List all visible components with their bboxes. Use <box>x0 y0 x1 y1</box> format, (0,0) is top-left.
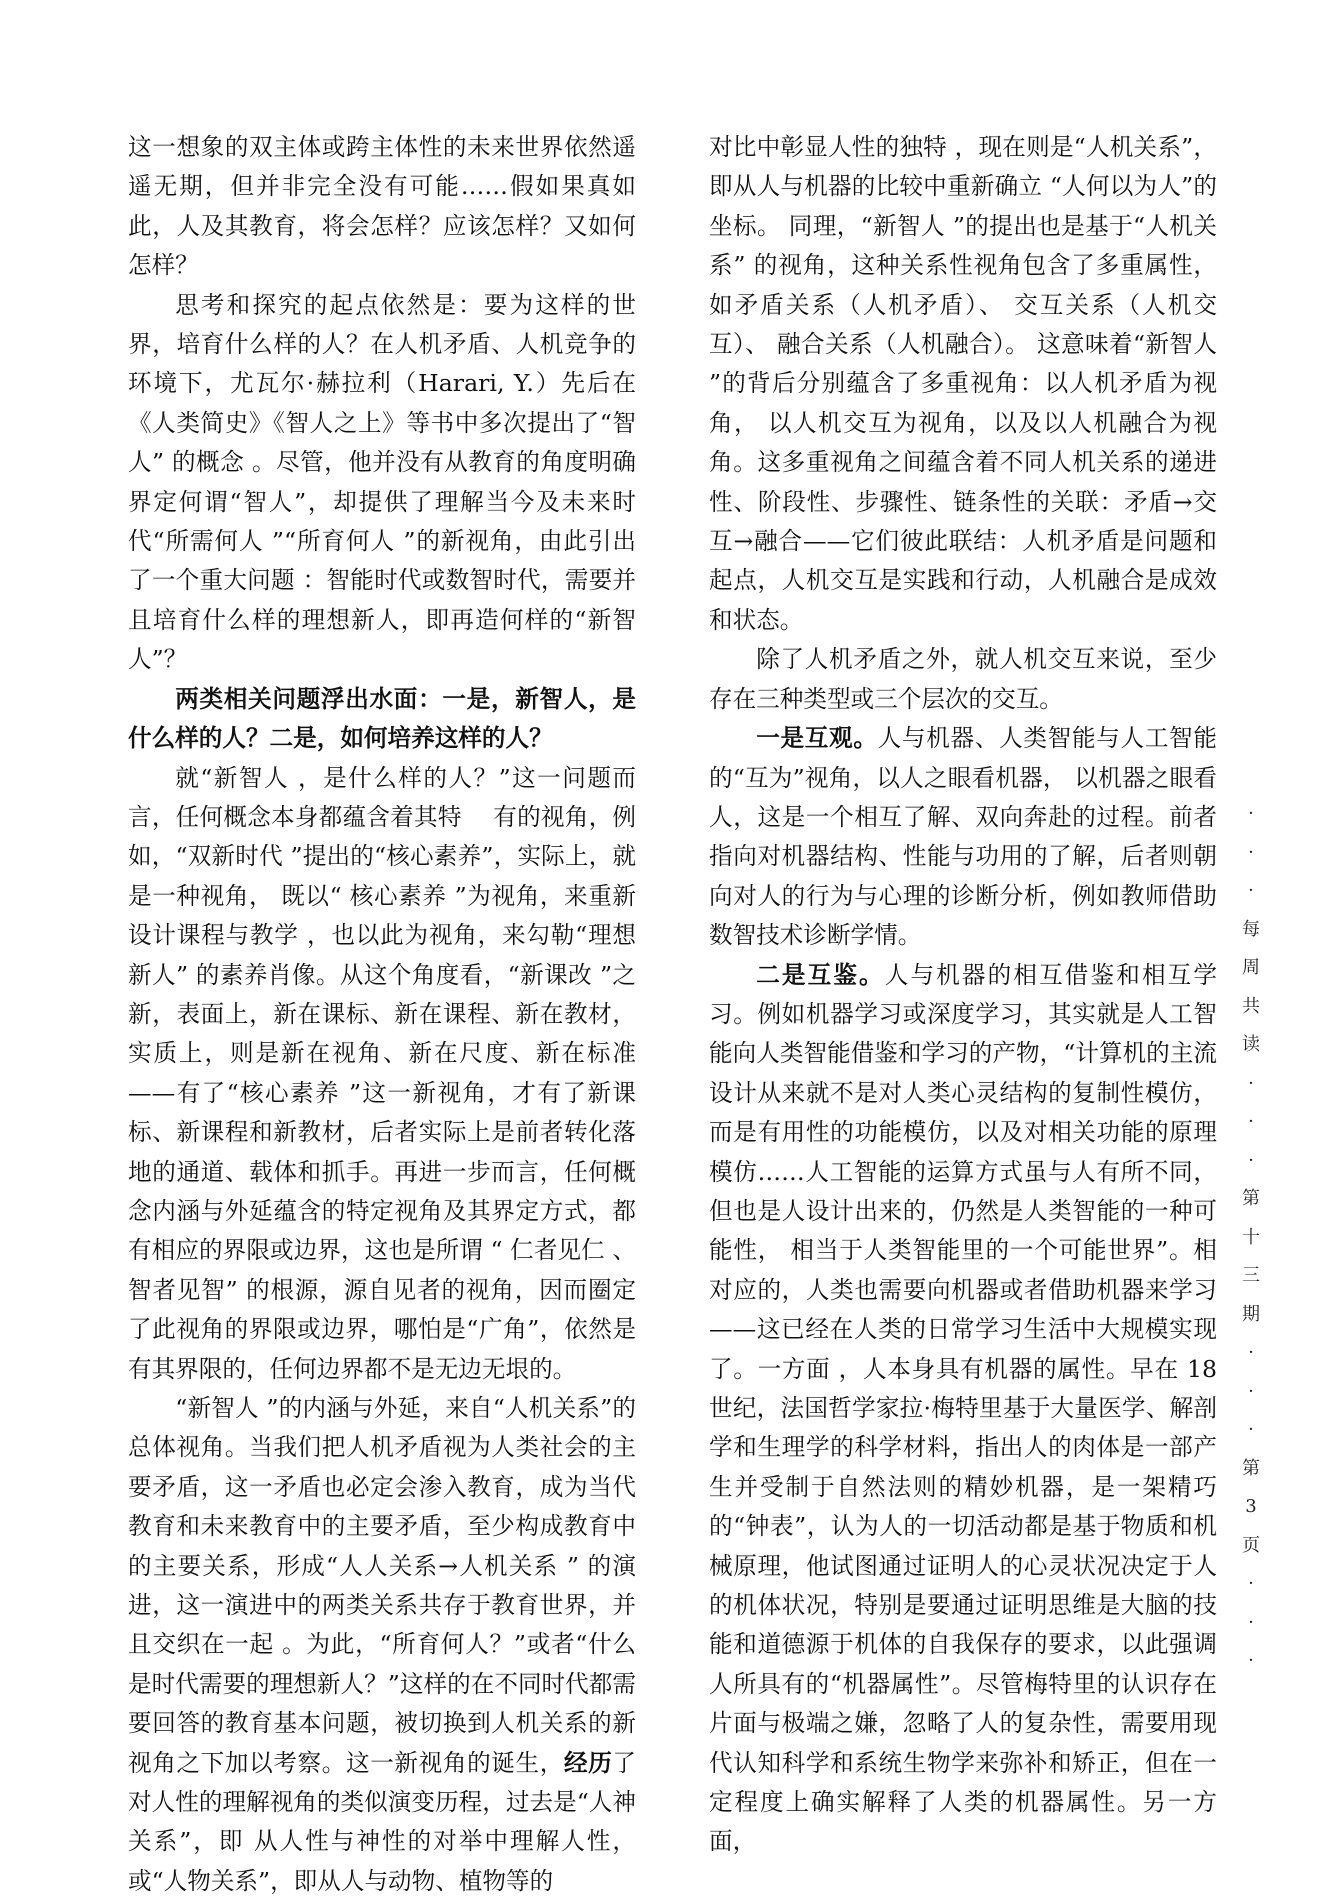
label-char: 第 <box>1242 1457 1260 1479</box>
label-char: 周 <box>1242 957 1260 978</box>
paragraph: 就“新智人 ，是什么样的人？”这一问题而言，任何概念本身都蕴含着其特 有的视角，例如，“双新时代 ”提出的“核心素养”，实际上，就是一种视角， 既以“ 核心素养 ”为视角，来重新设计课程与教学 ，也以此为视角，来勾勒“理想新人” 的素养肖像。从这个角度看，“新课改 ”之新，表面上，新在课标、新在课程、新在教材，实质上，则是新在视角、新在尺度、新在标准——有了“核心素养 ”这一新视角，才有了新课标、新课程和新教材，后者实际上是前者转化落地的通道、载体和抓手。再进一步而言，任何概念内涵与外延蕴含的特定视角及其界定方式，都有相应的界限或边界，这也是所谓 “ 仁者见仁 、智者见智” 的根源，源自见者的视角，因而圈定了此视角的界限或边界，哪怕是“广角”，依然是有其界限的，任何边界都不是无边无垠的。 <box>128 763 636 1383</box>
dot: · <box>1248 1149 1254 1171</box>
bold-lead: 一是互观。 <box>756 724 878 753</box>
dot: · <box>1248 1650 1254 1671</box>
label-char: 每 <box>1242 918 1260 940</box>
dot: · <box>1248 1611 1254 1633</box>
paragraph <box>709 956 1217 1862</box>
right-text-column <box>709 128 1217 1862</box>
label-char: 三 <box>1242 1265 1260 1286</box>
paragraph <box>709 719 1217 955</box>
label-char: 读 <box>1242 1034 1260 1055</box>
paragraph: 这一想象的双主体或跨主体性的未来世界依然遥遥无期，但并非完全没有可能……假如果真如此，人及其教育，将会怎样？应该怎样？又如何怎样？ <box>128 133 636 280</box>
dot: · <box>1248 1111 1254 1132</box>
label-char: 共 <box>1242 995 1260 1017</box>
left-text-column <box>128 128 636 1901</box>
dot: · <box>1248 1380 1254 1402</box>
dot: · <box>1248 1419 1254 1440</box>
paragraph: 对比中彰显人性的独特 ，现在则是“人机关系”，即从人与机器的比较中重新确立 “人何以为人”的坐标。 同理，“新智人 ”的提出也是基于“人机关系” 的视角，这种关系性视角包含了多重属性，如矛盾关系（人机矛盾）、 交互关系（人机交互）、 融合关系（人机融合）。 这意味着“新智人 ”的背后分别蕴含了多重视角：以人机矛盾为视角， 以人机交互为视角，以及以人机融合为视角。这多重视角之间蕴含着不同人机关系的递进性、阶段性、步骤性、链条性的关联：矛盾→交互→融合——它们彼此联结：人机矛盾是问题和起点，人机交互是实践和行动，人机融合是成效和状态。 <box>709 133 1217 634</box>
text-run: 人与机器的相互借鉴和相互学习。例如机器学习或深度学习，其实就是人工智能向人类智能借鉴和学习的产物，“计算机的主流设计从来就不是对人类心灵结构的复制性模仿，而是有用性的功能模仿，以及对相关功能的原理模仿……人工智能的运算方式虽与人有所不同，但也是人设计出来的，仍然是人类智能的一种可能性， 相当于人类智能里的一个可能世界”。相对应的，人类也需要向机器或者借助机器来学习——这已经在人类的日常学习生活中大规模实现了。一方面 ，人本身具有机器的属性。早在 18 世纪，法国哲学家拉·梅特里基于大量医学、解剖学和生理学的科学材料，指出人的肉体是一部产生并受制于自然法则的精妙机器，是一架精巧的“钟表”，认为人的一切活动都是基于物质和机械原理，他试图通过证明人的心灵状况决定于人的机体状况，特别是要通过证明思维是大脑的技能和道德源于机体的自我保存的要求，以此强调人所具有的“机器属性”。尽管梅特里的认识存在片面与极端之嫌，忽略了人的复杂性，需要用现代认知科学和系统生物学来弥补和矫正，但在一定程度上确实解释了人类的机器属性。另一方面， <box>709 960 1217 1856</box>
vertical-issue-label <box>1237 795 1265 1681</box>
paragraph: 思考和探究的起点依然是：要为这样的世界，培育什么样的人？在人机矛盾、人机竞争的环境下，尤瓦尔·赫拉利（Harari, Y.）先后在《人类简史》《智人之上》等书中多次提出了“智人” 的概念 。尽管，他并没有从教育的角度明确界定何谓“智人”，却提供了理解当今及未来时代“所需何人 ”“所育何人 ”的新视角，由此引出了一个重大问题 ：智能时代或数智时代，需要并且培育什么样的理想新人，即再造何样的“新智人”？ <box>128 290 636 674</box>
text-run: 了对人性的理解视角的类似演变历程，过去是“人神关系”，即 从人性与神性的对举中理解人性，或“人物关系”，即从人与动物、植物等的 <box>128 1748 637 1895</box>
text-run: “新智人 ”的内涵与外延，来自“人机关系”的总体视角。当我们把人机矛盾视为人类社会的主要矛盾，这一矛盾也必定会渗入教育，成为当代教育和未来教育中的主要矛盾，至少构成教育中的主要关系，形成“人人关系→人机关系 ” 的演进，这一演进中的两类关系共存于教育世界，并且交织在一起 。为此，“所育何人？”或者“什么是时代需要的理想新人？”这样的在不同时代都需要回答的教育基本问题，被切换到人机关系的新视角之下加以考察。这一新视角的诞生， <box>128 1394 636 1777</box>
bold-question-paragraph <box>128 680 636 759</box>
dot: · <box>1248 1072 1254 1094</box>
paragraph: 除了人机矛盾之外，就人机交互来说，至少存在三种类型或三个层次的交互。 <box>709 645 1217 713</box>
dot: · <box>1248 880 1254 901</box>
label-char: 第 <box>1242 1188 1260 1209</box>
dot: · <box>1248 1573 1254 1594</box>
bold-text: 经历 <box>563 1748 613 1777</box>
page-number: 3 <box>1245 1496 1257 1517</box>
label-char: 页 <box>1242 1534 1260 1556</box>
dot: · <box>1248 803 1254 824</box>
bold-text: 两类相关问题浮出水面：一是，新智人，是什么样的人？二是，如何培养这样的人？ <box>128 684 636 753</box>
bold-lead: 二是互鉴。 <box>756 960 885 989</box>
text-run: 人与机器、人类智能与人工智能的“互为”视角，以人之眼看机器， 以机器之眼看人，这是一个相互了解、双向奔赴的过程。前者指向对机器结构、性能与功用的了解，后者则朝向对人的行为与心理的诊断分析，例如教师借助数智技术诊断学情。 <box>709 724 1218 950</box>
label-char: 期 <box>1242 1303 1260 1325</box>
dot: · <box>1248 1342 1254 1363</box>
dot: · <box>1248 841 1254 863</box>
label-char: 十 <box>1242 1226 1260 1248</box>
paragraph <box>128 1389 636 1901</box>
